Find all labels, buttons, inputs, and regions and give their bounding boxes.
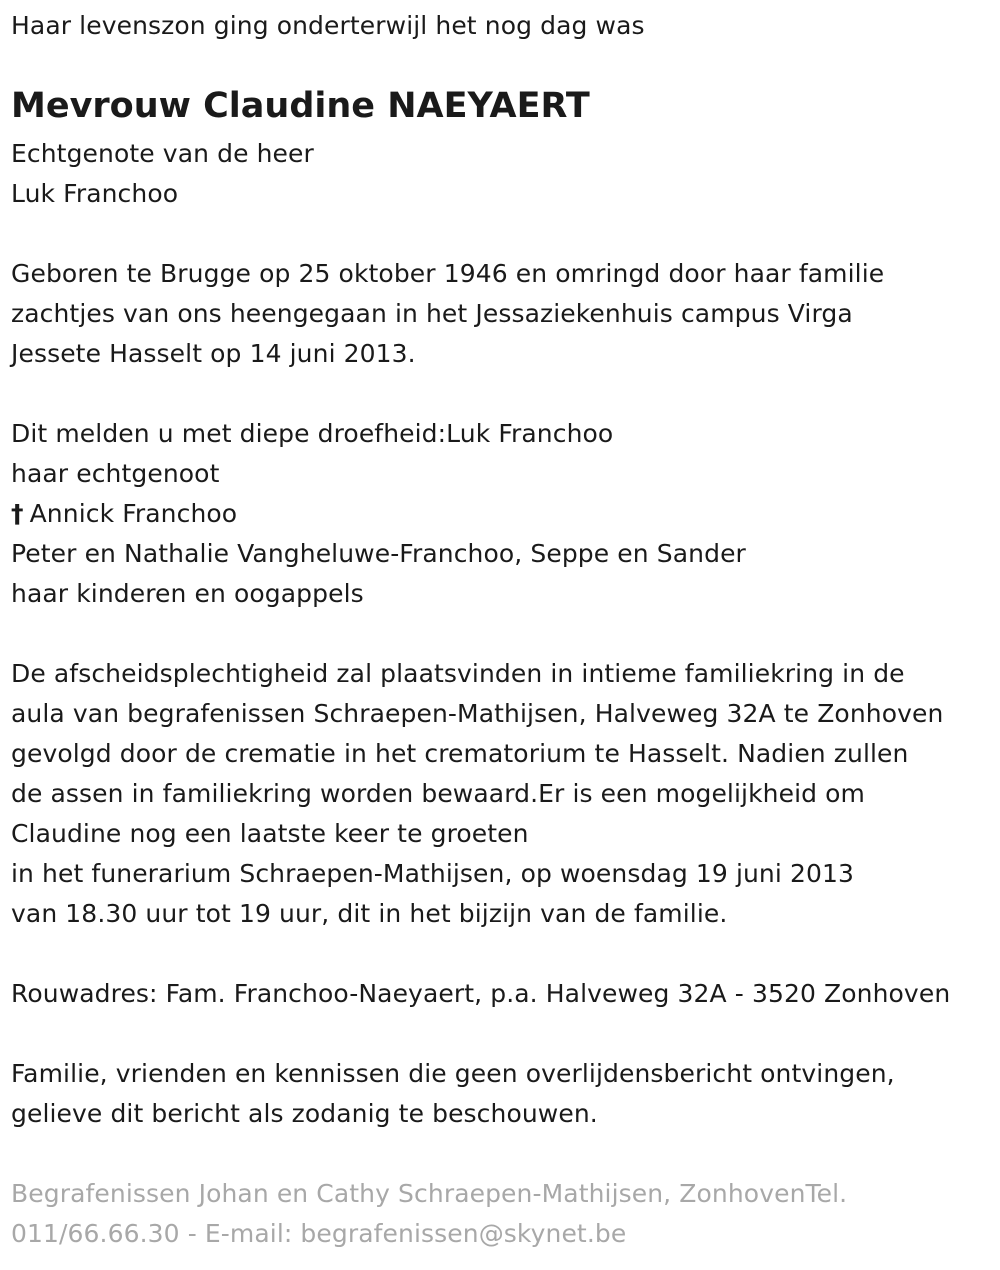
ceremony-line: gevolgd door de crematie in het crematorium te Hasselt. Nadien zullen — [11, 739, 909, 768]
mourners-relation: haar kinderen en oogappels — [11, 579, 364, 608]
ceremony-line: de assen in familiekring worden bewaard.Er is een mogelijkheid om — [11, 779, 865, 808]
ceremony-line: De afscheidsplechtigheid zal plaatsvinden in intieme familiekring in de — [11, 659, 905, 688]
spouse-line: Echtgenote van de heer — [11, 139, 314, 168]
ceremony-line: aula van begrafenissen Schraepen-Mathijsen, Halveweg 32A te Zonhoven — [11, 699, 944, 728]
ceremony-line: van 18.30 uur tot 19 uur, dit in het bijzijn van de familie. — [11, 899, 728, 928]
mourners-relation: haar echtgenoot — [11, 459, 220, 488]
spouse-block — [11, 134, 314, 214]
mourners-deceased-child — [11, 494, 746, 534]
notice-line: Familie, vrienden en kennissen die geen overlijdensbericht ontvingen, — [11, 1059, 895, 1088]
birth-death-line: Jessete Hasselt op 14 juni 2013. — [11, 339, 416, 368]
mourners-intro: Dit melden u met diepe droefheid:Luk Franchoo — [11, 419, 614, 448]
deceased-name: Mevrouw Claudine NAEYAERT — [11, 86, 590, 126]
mourners-block — [11, 414, 746, 614]
notice-block — [11, 1054, 895, 1134]
mourning-address-block — [11, 974, 950, 1014]
birth-death-block — [11, 254, 884, 374]
ceremony-line: in het funerarium Schraepen-Mathijsen, op woensdag 19 juni 2013 — [11, 859, 854, 888]
mourners-family: Peter en Nathalie Vangheluwe-Franchoo, Seppe en Sander — [11, 539, 746, 568]
ceremony-block — [11, 654, 943, 934]
footer-line: Begrafenissen Johan en Cathy Schraepen-Mathijsen, ZonhovenTel. — [11, 1179, 848, 1208]
birth-death-line: Geboren te Brugge op 25 oktober 1946 en omringd door haar familie — [11, 259, 885, 288]
ceremony-line: Claudine nog een laatste keer te groeten — [11, 819, 529, 848]
motto: Haar levenszon ging onderterwijl het nog dag was — [11, 11, 645, 40]
mourning-address: Rouwadres: Fam. Franchoo-Naeyaert, p.a. Halveweg 32A - 3520 Zonhoven — [11, 979, 951, 1008]
spouse-name: Luk Franchoo — [11, 179, 179, 208]
birth-death-line: zachtjes van ons heengegaan in het Jessaziekenhuis campus Virga — [11, 299, 853, 328]
cross-icon: † — [11, 499, 24, 528]
funeral-home-footer — [11, 1174, 847, 1254]
footer-contact: 011/66.66.30 - E-mail: begrafenissen@skynet.be — [11, 1219, 627, 1248]
notice-line: gelieve dit bericht als zodanig te beschouwen. — [11, 1099, 598, 1128]
mourner-name: Annick Franchoo — [29, 499, 238, 528]
